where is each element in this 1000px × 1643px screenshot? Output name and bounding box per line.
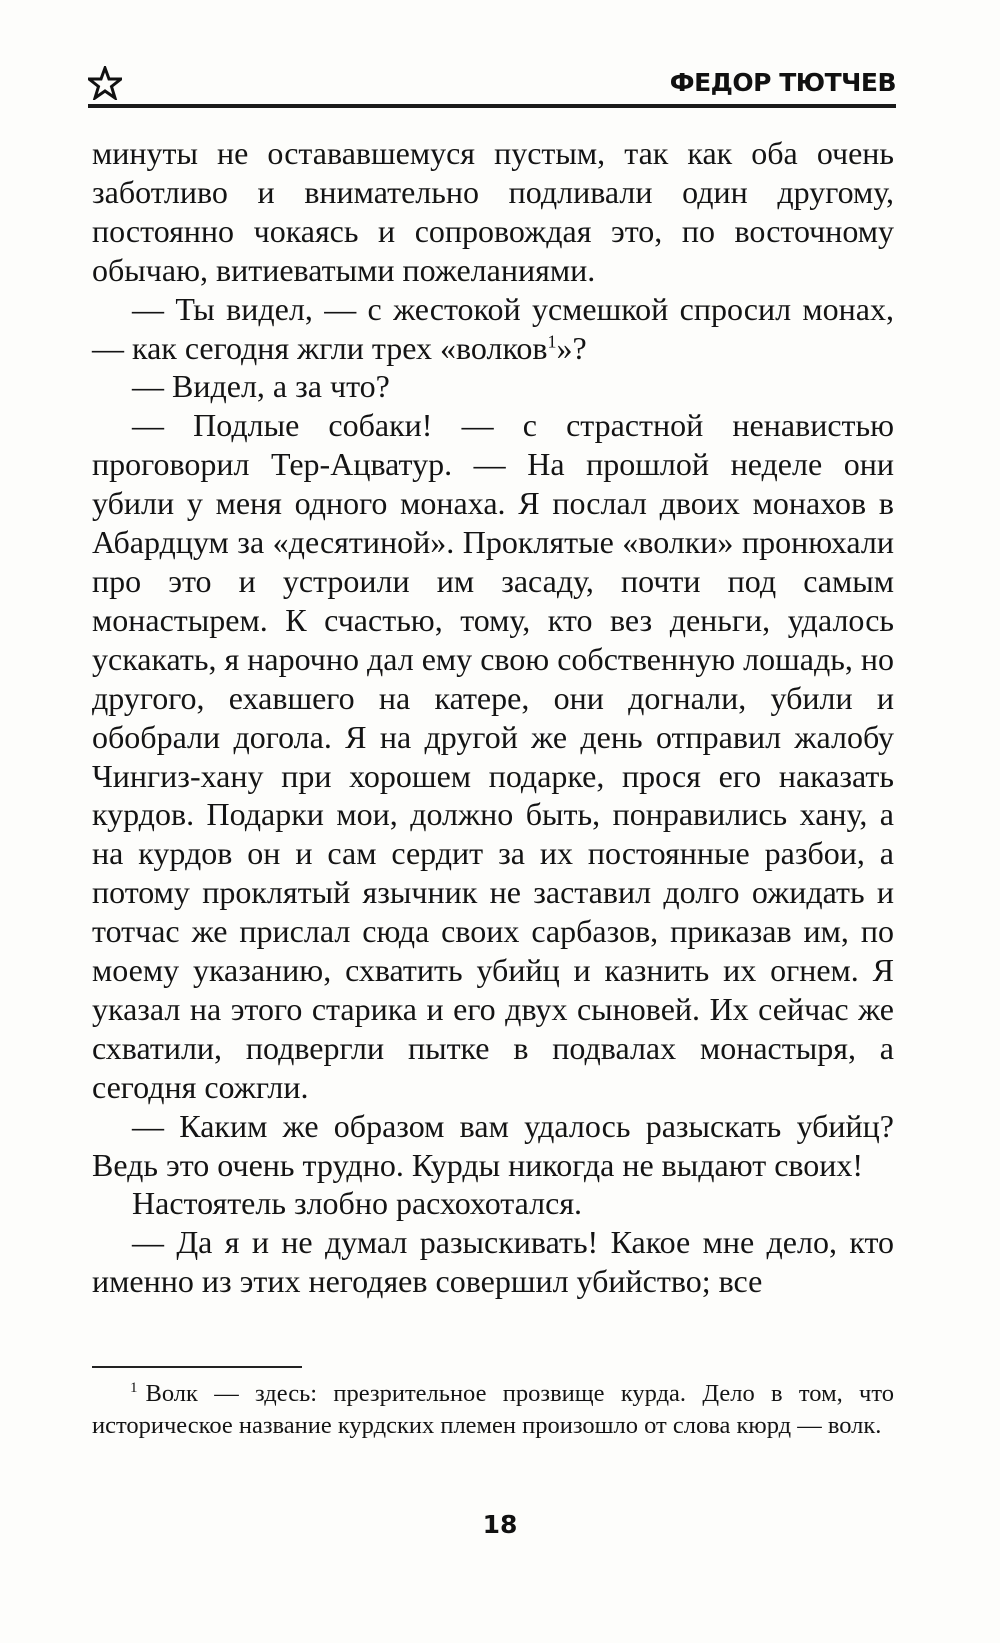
star-icon (88, 66, 122, 100)
paragraph (92, 290, 894, 368)
paragraph: — Каким же образом вам удалось разыскать убийц? Ведь это очень трудно. Курды никогда не выдают своих! (92, 1107, 894, 1183)
paragraph: — Подлые собаки! — с страстной ненавистью проговорил Тер-Ацватур. — На прошлой неделе они убили у меня одного монаха. Я послал двоих монахов в Абардцум за «десятиной». Проклятые «волки» пронюхали про это и устроили им засаду, почти под самым монастырем. К счастью, тому, кто вез деньги, удалось ускакать, я нарочно дал ему свою собственную лошадь, но другого, ехавшего на катере, они догнали, убили и обобрали догола. Я на другой же день отправил жалобу Чингиз-хану при хорошем подарке, прося его наказать курдов. Подарки мои, должно быть, понравились хану, а на курдов он и сам сердит за их постоянные разбои, а потому проклятый язычник не заставил долго ожидать и тотчас же прислал сюда своих сарбазов, приказав им, по моему указанию, схватить убийц и казнить их огнем. Я указал на этого старика и его двух сыновей. Их сейчас же схватили, подвергли пытке в подвалах монастыря, а сегодня сожгли. (92, 407, 894, 1105)
footnote-rule (92, 1366, 302, 1368)
author-name: ФЕДОР ТЮТЧЕВ (669, 68, 896, 97)
page-number: 18 (482, 1510, 518, 1539)
footnote-mark: 1 (130, 1379, 138, 1396)
paragraph-text-end: »? (556, 329, 587, 366)
header-rule (88, 104, 896, 108)
footnote-reference[interactable]: 1 (547, 330, 557, 351)
paragraph: — Да я и не думал разыскивать! Какое мне дело, кто именно из этих негодяев совершил убийство; все (92, 1224, 894, 1300)
footnote-text: Волк — здесь: презрительное прозвище курда. Дело в том, что историческое название курдских племен произошло от слова кюрд — волк. (92, 1380, 894, 1439)
paragraph-text: — Ты видел, — с жестокой усмешкой спросил монах, — как сегодня жгли трех «волков (92, 290, 894, 366)
paragraph: минуты не остававшемуся пустым, так как оба очень заботливо и внимательно подливали один другому, постоянно чокаясь и сопровождая это, по восточному обычаю, витиеватыми пожеланиями. (92, 135, 894, 288)
main-text (92, 134, 894, 1301)
paragraph: Настоятель злобно расхохотался. (132, 1185, 583, 1222)
footnote (92, 1378, 894, 1441)
paragraph: — Видел, а за что? (132, 368, 390, 405)
